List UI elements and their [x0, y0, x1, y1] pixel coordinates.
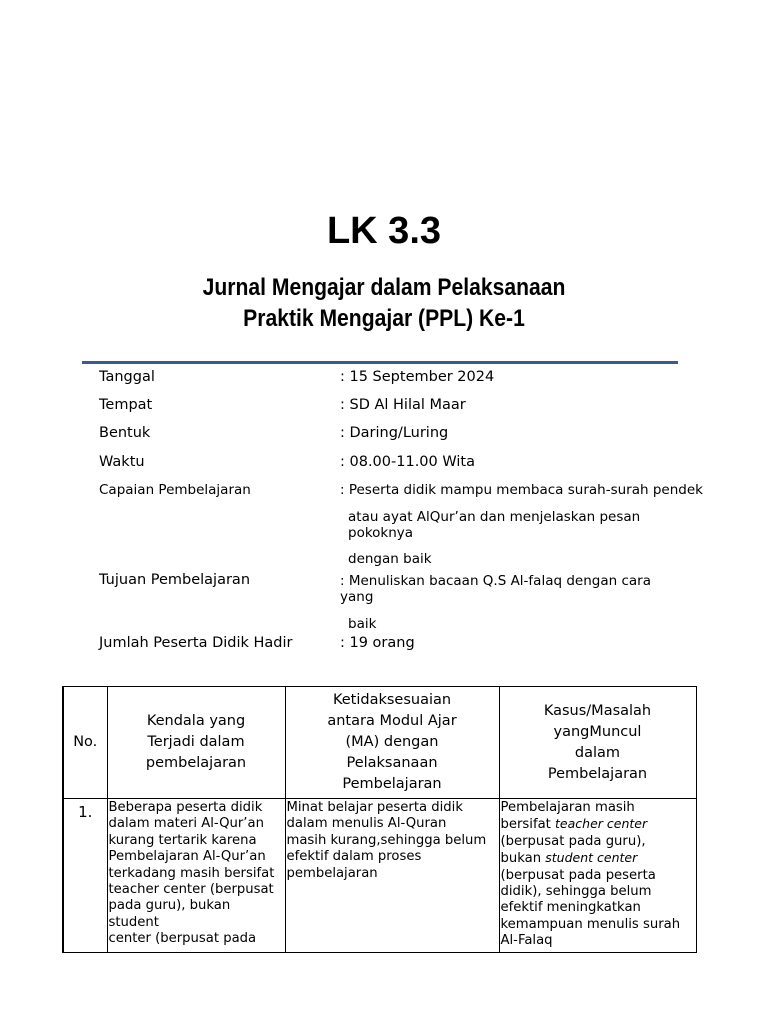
- header-ketidaksesuaian: Ketidaksesuaian antara Modul Ajar (MA) dengan Pelaksanaan Pembelajaran: [285, 687, 499, 799]
- capaian-continuation-1: atau ayat AlQur’an dan menjelaskan pesan: [348, 509, 641, 525]
- waktu-label: Waktu: [99, 454, 145, 470]
- header-no: No.: [63, 687, 107, 799]
- tempat-value: : SD Al Hilal Maar: [340, 397, 466, 413]
- page-title: LK 3.3: [326, 210, 442, 252]
- cell-kendala: Beberapa peserta didik dalam materi Al-Qur’an kurang tertarik karena Pembelajaran Al-Qur’an terkadang masih bersifat teacher center (berpusat pada guru), bukan student center (berpusat pada: [107, 799, 285, 953]
- subtitle-line-2: Praktik Mengajar (PPL) Ke-1: [243, 305, 525, 332]
- tanggal-value: : 15 September 2024: [340, 369, 495, 385]
- row-number: 1.: [63, 799, 107, 953]
- capaian-value: : Peserta didik mampu membaca surah-surah pendek: [340, 482, 703, 498]
- capaian-continuation-2: pokoknya: [348, 525, 414, 541]
- tujuan-continuation-1: yang: [340, 589, 374, 605]
- table-row: [63, 799, 696, 953]
- bentuk-value: : Daring/Luring: [340, 425, 449, 441]
- jumlah-label: Jumlah Peserta Didik Hadir: [99, 635, 293, 651]
- tempat-label: Tempat: [99, 397, 153, 413]
- cell-ketidaksesuaian: Minat belajar peserta didik dalam menulis Al-Quran masih kurang,sehingga belum efektif dalam proses pembelajaran: [285, 799, 499, 953]
- tujuan-continuation-2: baik: [348, 616, 377, 632]
- kendala-table: [62, 686, 697, 953]
- tujuan-value: : Menuliskan bacaan Q.S Al-falaq dengan cara: [340, 573, 651, 589]
- jumlah-value: : 19 orang: [340, 635, 415, 651]
- tanggal-label: Tanggal: [99, 369, 155, 385]
- capaian-continuation-3: dengan baik: [348, 551, 432, 567]
- bentuk-label: Bentuk: [99, 425, 151, 441]
- title-divider: [82, 361, 678, 364]
- header-kendala: Kendala yang Terjadi dalam pembelajaran: [107, 687, 285, 799]
- waktu-value: : 08.00-11.00 Wita: [340, 454, 475, 470]
- cell-kasus: Pembelajaran masih bersifat teacher center (berpusat pada guru), bukan student center (berpusat pada peserta didik), sehingga belum efektif meningkatkan kemampuan menulis surah Al-Falaq: [499, 799, 696, 953]
- tujuan-label: Tujuan Pembelajaran: [99, 572, 251, 588]
- subtitle-line-1: Jurnal Mengajar dalam Pelaksanaan: [202, 274, 566, 301]
- capaian-label: Capaian Pembelajaran: [99, 482, 251, 498]
- table-header-row: [63, 687, 696, 799]
- header-kasus: Kasus/Masalah yangMuncul dalam Pembelajaran: [499, 687, 696, 799]
